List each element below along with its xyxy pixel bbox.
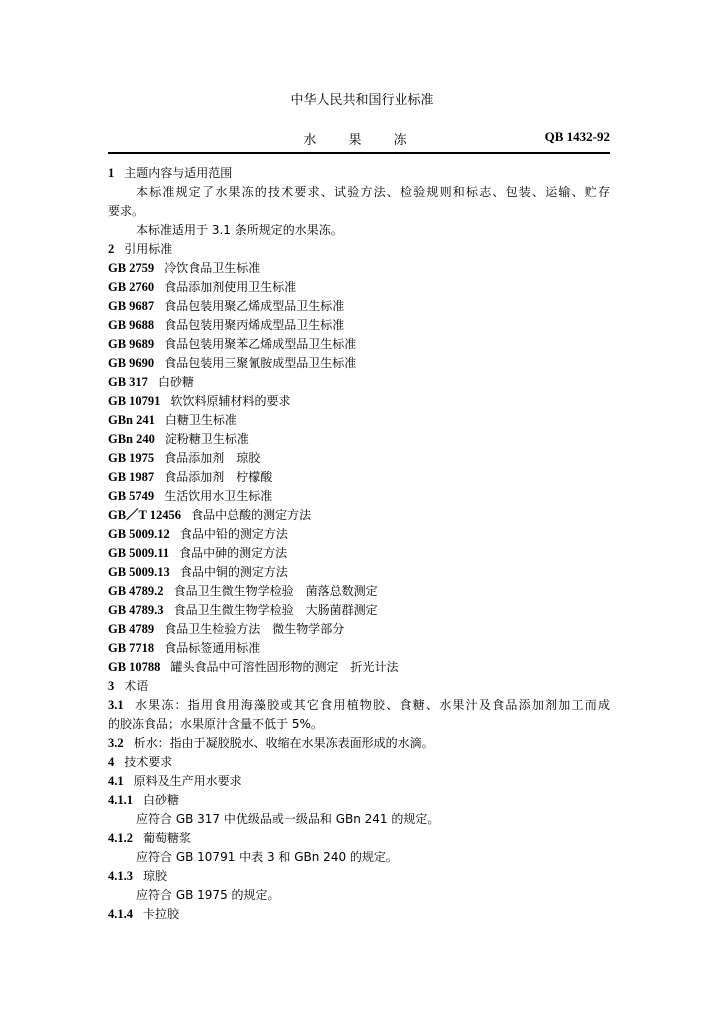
standard-code: QB 1432-92 (544, 129, 610, 144)
text-line (108, 734, 610, 753)
clause-text: 软饮料原辅材料的要求 (170, 394, 291, 408)
clause-number: GB 9688 (108, 318, 155, 332)
clause-text: 白砂糖 (143, 793, 180, 807)
clause-number: GB 9689 (108, 337, 155, 351)
text-line (108, 582, 610, 601)
text-line (108, 354, 610, 373)
clause-number: GB 5009.12 (108, 527, 170, 541)
text-line (108, 810, 610, 829)
clause-number: GB 10788 (108, 660, 161, 674)
clause-text: 应符合 GB 317 中优级品或一级品和 GBn 241 的规定。 (136, 812, 440, 826)
clause-text: 食品添加剂 柠檬酸 (164, 470, 273, 484)
clause-number: GB 9687 (108, 299, 155, 313)
clause-number: GB 10791 (108, 394, 161, 408)
text-line (108, 411, 610, 430)
text-line (108, 487, 610, 506)
text-line (108, 563, 610, 582)
clause-text: 琼胶 (143, 869, 168, 883)
clause-text: 生活饮用水卫生标准 (164, 489, 273, 503)
text-line (108, 886, 610, 905)
text-line (108, 164, 610, 183)
clause-number: GB 317 (108, 375, 148, 389)
clause-text: 食品添加剂使用卫生标准 (164, 280, 297, 294)
text-line (108, 753, 610, 772)
clause-text: 引用标准 (124, 242, 173, 256)
text-line (108, 544, 610, 563)
clause-text: 白砂糖 (157, 375, 194, 389)
clause-text: 要求。 (108, 204, 145, 218)
clause-text: 本标准规定了水果冻的技术要求、试验方法、检验规则和标志、包装、运输、贮存 (136, 185, 610, 199)
clause-text: 食品卫生微生物学检验 菌落总数测定 (173, 584, 378, 598)
clause-text: 卡拉胶 (143, 907, 180, 921)
clause-text: 原料及生产用水要求 (133, 774, 242, 788)
clause-number: 2 (108, 242, 115, 256)
text-line (108, 297, 610, 316)
clause-text: 食品包装用聚苯乙烯成型品卫生标准 (164, 337, 357, 351)
clause-text: 食品中总酸的测定方法 (191, 508, 312, 522)
clause-number: GB 4789.2 (108, 584, 164, 598)
clause-number: GB 5009.11 (108, 546, 170, 560)
clause-text: 主题内容与适用范围 (124, 166, 233, 180)
clause-number: GB 5009.13 (108, 565, 170, 579)
text-line (108, 221, 610, 240)
clause-number: GB 1975 (108, 451, 155, 465)
text-line (108, 259, 610, 278)
clause-number: 4.1.4 (108, 907, 133, 921)
clause-text: 应符合 GB 10791 中表 3 和 GBn 240 的规定。 (136, 850, 398, 864)
clause-number: GB 9690 (108, 356, 155, 370)
text-line (108, 278, 610, 297)
clause-text: 葡萄糖浆 (143, 831, 192, 845)
text-line (108, 316, 610, 335)
clause-number: 4.1.2 (108, 831, 133, 845)
clause-text: 食品卫生检验方法 微生物学部分 (164, 622, 345, 636)
clause-text: 技术要求 (124, 755, 173, 769)
text-line (108, 449, 610, 468)
clause-text: 白糖卫生标准 (164, 413, 237, 427)
text-line (108, 620, 610, 639)
header-rule (108, 152, 610, 154)
text-line (108, 335, 610, 354)
clause-number: GBn 241 (108, 413, 155, 427)
clause-number: 4.1.3 (108, 869, 133, 883)
clause-text: 食品标签通用标准 (164, 641, 261, 655)
clause-text: 冷饮食品卫生标准 (164, 261, 261, 275)
clause-number: GB 2759 (108, 261, 155, 275)
text-line (108, 468, 610, 487)
clause-number: 4.1 (108, 774, 124, 788)
text-line (108, 240, 610, 259)
clause-text: 水果冻：指用食用海藻胶或其它食用植物胶、食糖、水果汁及食品添加剂加工而成 (133, 698, 610, 712)
clause-number: GB 7718 (108, 641, 155, 655)
clause-text: 淀粉糖卫生标准 (164, 432, 249, 446)
clause-text: 食品卫生微生物学检验 大肠菌群测定 (173, 603, 378, 617)
clause-text: 术语 (124, 679, 149, 693)
clause-number: GB 1987 (108, 470, 155, 484)
clause-text: 食品包装用聚乙烯成型品卫生标准 (164, 299, 345, 313)
clause-text: 食品包装用聚丙烯成型品卫生标准 (164, 318, 345, 332)
text-line (108, 867, 610, 886)
clause-number: GB 4789.3 (108, 603, 164, 617)
clause-number: 3 (108, 679, 115, 693)
text-line (108, 430, 610, 449)
text-line (108, 373, 610, 392)
text-line (108, 392, 610, 411)
clause-number: 3.2 (108, 736, 124, 750)
clause-text: 食品中砷的测定方法 (179, 546, 288, 560)
clause-text: 罐头食品中可溶性固形物的测定 折光计法 (170, 660, 399, 674)
text-line (108, 905, 610, 924)
clause-text: 食品添加剂 琼胶 (164, 451, 261, 465)
clause-text: 食品中铅的测定方法 (179, 527, 288, 541)
clause-number: GB 5749 (108, 489, 155, 503)
text-line (108, 772, 610, 791)
standard-category-title: 中华人民共和国行业标准 (290, 93, 434, 108)
clause-number: GBn 240 (108, 432, 155, 446)
clause-text: 析水：指由于凝胶脱水、收缩在水果冻表面形成的水滴。 (133, 736, 434, 750)
clause-number: 4 (108, 755, 115, 769)
clause-number: 1 (108, 166, 115, 180)
text-line (108, 791, 610, 810)
clause-text: 食品包装用三聚氰胺成型品卫生标准 (164, 356, 357, 370)
clause-number: GB／T 12456 (108, 508, 182, 522)
clause-text: 的胶冻食品；水果原汁含量不低于 5%。 (108, 717, 323, 731)
clause-text: 食品中铜的测定方法 (179, 565, 288, 579)
clause-number: GB 4789 (108, 622, 155, 636)
text-line (108, 601, 610, 620)
text-line (108, 829, 610, 848)
clause-number: GB 2760 (108, 280, 155, 294)
text-line (108, 506, 610, 525)
standard-name: 水 果 冻 (303, 133, 421, 148)
text-line (108, 848, 610, 867)
text-line (108, 696, 610, 715)
text-line (108, 183, 610, 202)
text-line (108, 202, 610, 221)
clause-text: 本标准适用于 3.1 条所规定的水果冻。 (136, 223, 343, 237)
text-line (108, 658, 610, 677)
clause-number: 3.1 (108, 698, 124, 712)
text-line (108, 525, 610, 544)
text-line (108, 715, 610, 734)
text-line (108, 639, 610, 658)
clause-text: 应符合 GB 1975 的规定。 (136, 888, 280, 902)
document-body (108, 164, 610, 924)
text-line (108, 677, 610, 696)
clause-number: 4.1.1 (108, 793, 133, 807)
